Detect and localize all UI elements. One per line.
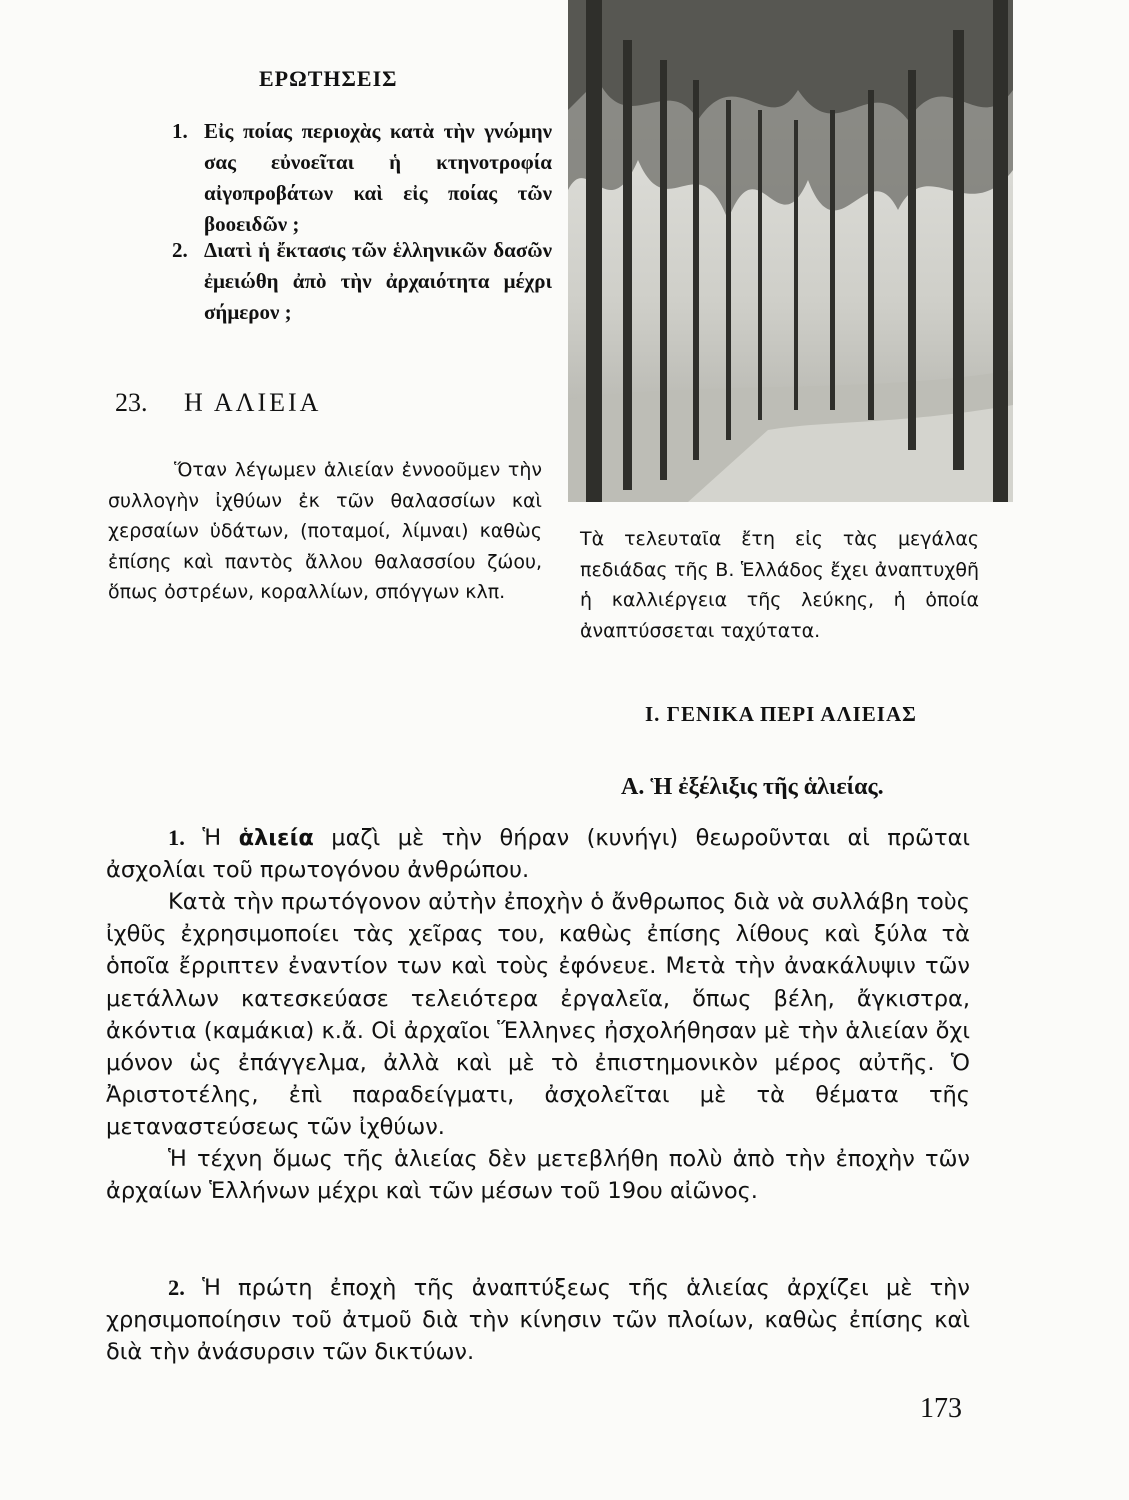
bold-term: ἁλιεία	[238, 825, 314, 851]
question-number: 2.	[172, 238, 188, 262]
paragraph-text: μαζὶ μὲ τὴν θήραν (κυνήγι) θεωροῦνται αἱ πρῶται ἀσχολίαι τοῦ πρωτογόνου ἀνθρώπου.	[106, 825, 971, 884]
question-item	[172, 235, 552, 328]
paragraph-lead: Ἡ	[202, 825, 222, 851]
question-item	[172, 116, 552, 240]
tree-illustration	[568, 0, 1013, 502]
question-text: Εἰς ποίας περιοχὰς κατὰ τὴν γνώμην σας εὐνοεῖται ἡ κτηνοτροφία αἰγοπροβάτων καὶ εἰς ποίας τῶν βοοειδῶν ;	[204, 119, 552, 236]
paragraph-text: Ἡ πρώτη ἐποχὴ τῆς ἀναπτύξεως τῆς ἁλιείας ἀρχίζει μὲ τὴν χρησιμοποίησιν τοῦ ἀτμοῦ διὰ τὴν κίνησιν τῶν πλοίων, καθὼς ἐπίσης καὶ διὰ τὴν ἀνάσυρσιν τῶν δικτύων.	[106, 1275, 970, 1366]
page-number: 173	[920, 1393, 962, 1424]
section-title: Η ΑΛΙΕΙΑ	[184, 388, 322, 417]
body-paragraph	[106, 822, 970, 886]
body-paragraph	[106, 1272, 970, 1369]
chapter-heading: Ι. ΓΕΝΙΚΑ ΠΕΡΙ ΑΛΙΕΙΑΣ	[645, 702, 917, 726]
questions-title: ΕΡΩΤΗΣΕΙΣ	[259, 66, 398, 91]
photo-caption: Τὰ τελευταῖα ἔτη εἰς τὰς μεγάλας πεδιάδας τῆς Β. Ἑλλάδος ἔχει ἀναπτυχθῆ ἡ καλλιέργεια τῆς λεύκης, ἡ ὁποία ἀναπτύσσεται ταχύτατα.	[580, 528, 979, 642]
question-text: Διατὶ ἡ ἔκτασις τῶν ἑλληνικῶν δασῶν ἐμειώθη ἀπὸ τὴν ἀρχαιότητα μέχρι σήμερον ;	[204, 238, 552, 324]
intro-paragraph: Ὅταν λέγωμεν ἁλιείαν ἐννοοῦμεν τὴν συλλογὴν ἰχθύων ἐκ τῶν θαλασσίων καὶ χερσαίων ὑδάτων, (ποταμοί, λίμναι) καθὼς ἐπίσης καὶ παντὸς ἄλλου θαλασσίου ζώου, ὅπως ὀστρέων, κοραλλίων, σπόγγων κλπ.	[108, 459, 542, 603]
subheading: Α. Ἡ ἐξέλιξις τῆς ἁλιείας.	[621, 774, 884, 800]
section-number: 23.	[115, 388, 148, 417]
paragraph-number: 2.	[168, 1275, 185, 1300]
body-paragraph: Ἡ τέχνη ὅμως τῆς ἁλιείας δὲν μετεβλήθη πολὺ ἀπὸ τὴν ἐποχὴν τῶν ἀρχαίων Ἑλλήνων μέχρι καὶ τῶν μέσων τοῦ 19ου αἰῶνος.	[106, 1146, 970, 1205]
paragraph-number: 1.	[168, 825, 185, 850]
question-number: 1.	[172, 119, 188, 143]
body-paragraph: Κατὰ τὴν πρωτόγονον αὐτὴν ἐποχὴν ὁ ἄνθρωπος διὰ νὰ συλλάβη τοὺς ἰχθῦς ἐχρησιμοποίει τὰς χεῖρας του, καθὼς ἐπίσης λίθους καὶ ξύλα τὰ ὁποῖα ἔρριπτεν ἐναντίον των καὶ τοὺς ἐφόνευε. Μετὰ τὴν ἀνακάλυψιν τῶν μετάλλων κατεσκεύασε τελειότερα ἐργαλεῖα, ὅπως βέλη, ἄγκιστρα, ἀκόντια (καμάκια) κ.ἄ. Οἱ ἀρχαῖοι Ἕλληνες ἠσχολήθησαν μὲ τὴν ἁλιείαν ὄχι μόνον ὡς ἐπάγγελμα, ἀλλὰ καὶ μὲ τὸ ἐπιστημονικὸν μέρος αὐτῆς. Ὁ Ἀριστοτέλης, ἐπὶ παραδείγματι, ἀσχολεῖται μὲ τὰ θέματα τῆς μεταναστεύσεως τῶν ἰχθύων.	[106, 889, 970, 1141]
poplar-forest-photo	[568, 0, 1013, 502]
